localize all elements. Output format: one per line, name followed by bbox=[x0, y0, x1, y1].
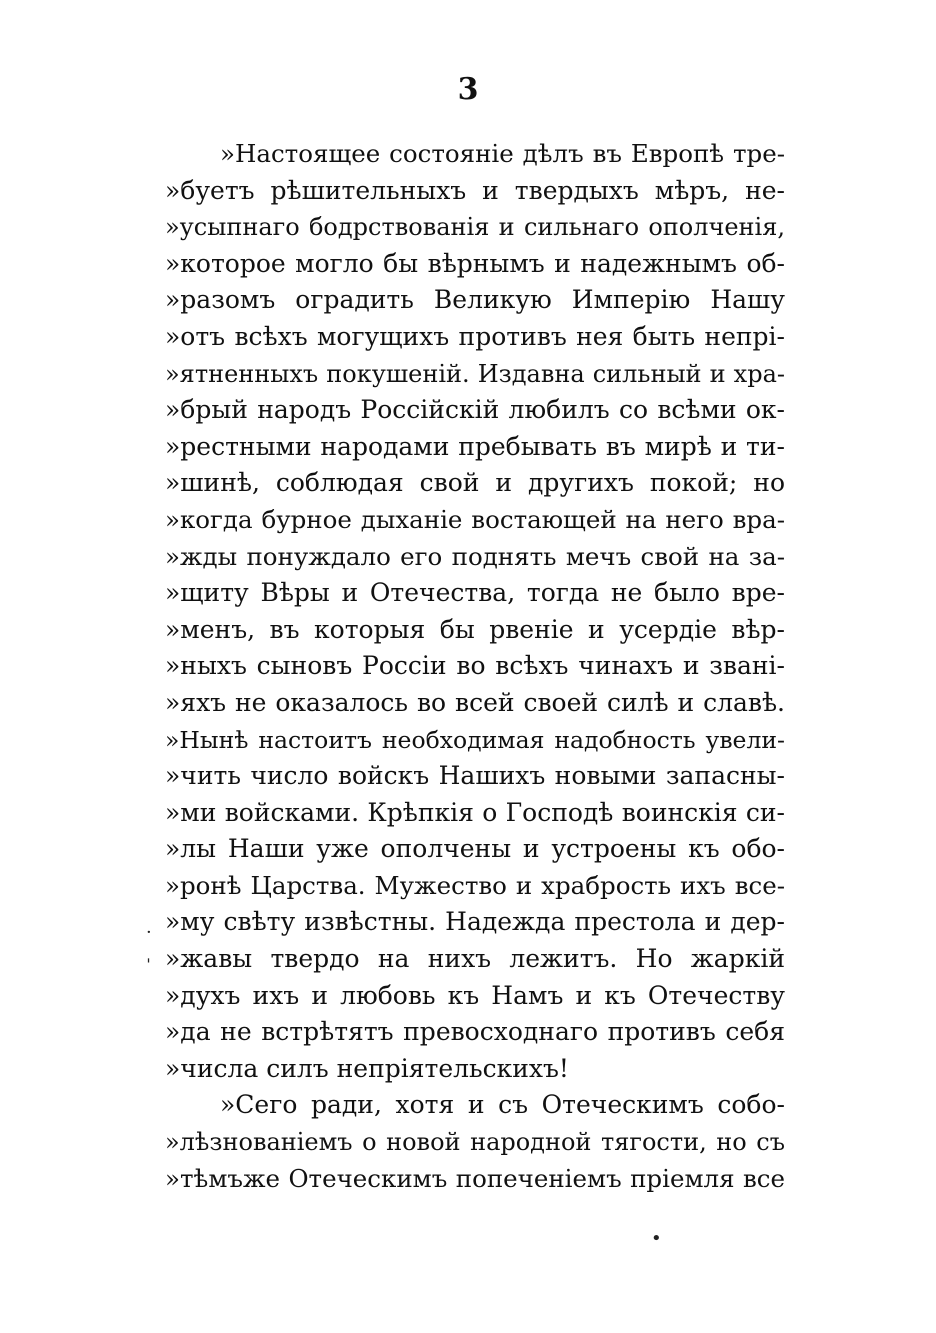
text-line: »рестными народами пребывать въ мирѣ и ти- bbox=[165, 431, 785, 461]
text-line: »Настоящее состоянie дѣлъ въ Европѣ тре- bbox=[220, 139, 785, 168]
text-line: »числа силъ непріятельскихъ! bbox=[165, 1053, 569, 1083]
text-line: »шинѣ, соблюдая свой и другихъ покой; но bbox=[165, 468, 785, 498]
text-line: »буетъ рѣшительныхъ и твердыхъ мѣръ, не- bbox=[165, 175, 785, 205]
text-line: »жды понуждало его поднять мечъ свой на за- bbox=[165, 541, 785, 571]
margin-mark: • bbox=[651, 1228, 662, 1249]
text-line: »которое могло бы вѣрнымъ и надежнымъ об- bbox=[165, 248, 785, 278]
text-line: »разомъ оградить Великую Имперію Нашу bbox=[165, 285, 785, 315]
text-line: »брый народъ Россійскій любилъ со всѣми ок- bbox=[165, 395, 785, 425]
text-line: »ятненныхъ покушеній. Издавна сильный и хра- bbox=[165, 359, 785, 388]
text-line: »яхъ не оказалось во всей своей силѣ и славѣ. bbox=[165, 687, 785, 717]
text-line: »жавы твердо на нихъ лежитъ. Но жаркій bbox=[165, 944, 785, 974]
text-line: »Сего ради, хотя и съ Отеческимъ собо- bbox=[220, 1090, 785, 1120]
text-line: »тѣмъже Отеческимъ попеченіемъ пріемля все bbox=[165, 1163, 785, 1193]
text-line: »чить число войскъ Нашихъ новыми запасны- bbox=[165, 761, 785, 791]
text-line: »менъ, въ которыя бы рвеніе и усердіе вѣр- bbox=[165, 614, 785, 644]
text-line: »Нынѣ настоитъ необходимая надобность увели- bbox=[165, 725, 785, 754]
body-text bbox=[165, 136, 785, 1197]
text-line: »духъ ихъ и любовь къ Намъ и къ Отечеству bbox=[165, 980, 785, 1010]
text-line: »лѣзнованіемъ о новой народной тягости, но съ bbox=[165, 1128, 785, 1157]
text-line: »ныхъ сыновъ Россіи во всѣхъ чинахъ и звані- bbox=[165, 651, 785, 681]
margin-mark: · bbox=[146, 922, 152, 943]
text-line: »ронѣ Царства. Мужество и храбрость ихъ все- bbox=[165, 870, 785, 900]
text-line: »лы Наши уже ополчены и устроены къ обо- bbox=[165, 834, 785, 864]
text-line: »отъ всѣхъ могущихъ противъ нея быть непрі- bbox=[165, 321, 785, 351]
page-number: 3 bbox=[457, 72, 479, 107]
text-line: »ми войсками. Крѣпкія о Господѣ воинскія си- bbox=[165, 797, 785, 827]
text-line: »когда бурное дыханіе востающей на него вра- bbox=[165, 504, 785, 534]
text-line: »усыпнаго бодрствованія и сильнаго ополченія, bbox=[165, 213, 785, 242]
text-line: »щиту Вѣры и Отечества, тогда не было вре- bbox=[165, 578, 785, 608]
text-line: »да не встрѣтятъ превосходнаго противъ себя bbox=[165, 1017, 785, 1047]
margin-mark: ˈ bbox=[146, 956, 151, 977]
text-line: »му свѣту извѣстны. Надежда престола и дер- bbox=[165, 907, 785, 937]
